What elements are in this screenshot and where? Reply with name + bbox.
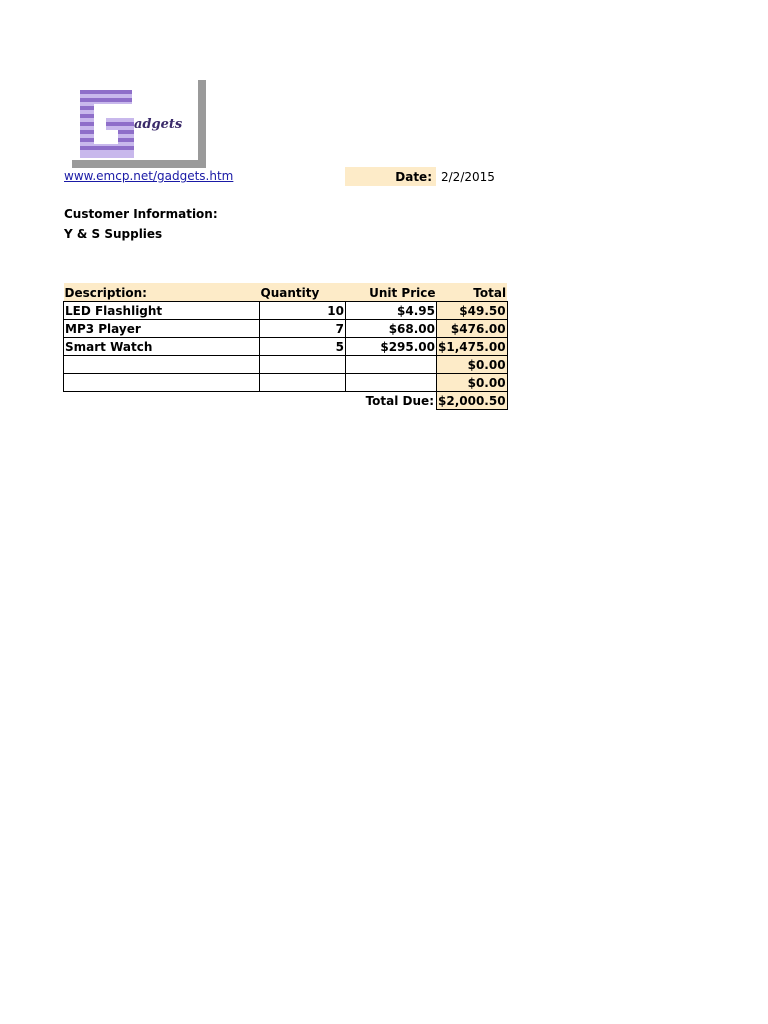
row-quantity[interactable]	[260, 374, 346, 392]
row-quantity[interactable]: 7	[260, 320, 346, 338]
column-header-description: Description:	[64, 284, 260, 302]
row-quantity[interactable]: 10	[260, 302, 346, 320]
invoice-table	[63, 283, 508, 410]
table-row	[64, 338, 508, 356]
gadgets-logo-image	[72, 80, 206, 168]
customer-info-label: Customer Information:	[64, 207, 218, 221]
row-description[interactable]: Smart Watch	[64, 338, 260, 356]
total-due-label: Total Due:	[365, 393, 434, 408]
row-description[interactable]	[64, 374, 260, 392]
row-total[interactable]: $476.00	[437, 320, 508, 338]
row-quantity[interactable]	[260, 356, 346, 374]
row-total[interactable]: $0.00	[437, 374, 508, 392]
row-unit-price[interactable]: $295.00	[346, 338, 437, 356]
row-unit-price[interactable]	[346, 374, 437, 392]
gadgets-logo	[72, 80, 206, 168]
column-header-total: Total	[437, 284, 508, 302]
row-total[interactable]: $1,475.00	[438, 339, 506, 354]
blank-cell	[64, 392, 260, 410]
table-row	[64, 374, 508, 392]
row-total[interactable]: $49.50	[437, 302, 508, 320]
customer-name: Y & S Supplies	[64, 227, 163, 241]
date-label: Date:	[345, 167, 436, 186]
total-due-value[interactable]: $2,000.50	[438, 393, 506, 408]
invoice-header-row	[64, 284, 508, 302]
row-unit-price[interactable]: $4.95	[346, 302, 437, 320]
row-unit-price[interactable]: $68.00	[346, 320, 437, 338]
column-header-unit-price: Unit Price	[346, 284, 437, 302]
blank-cell	[260, 392, 346, 410]
row-description[interactable]	[64, 356, 260, 374]
total-due-row	[64, 392, 508, 410]
date-block	[345, 167, 495, 186]
table-row	[64, 320, 508, 338]
row-unit-price[interactable]	[346, 356, 437, 374]
row-total[interactable]: $0.00	[437, 356, 508, 374]
table-row	[64, 302, 508, 320]
row-description[interactable]: LED Flashlight	[64, 302, 260, 320]
row-quantity[interactable]: 5	[260, 338, 346, 356]
column-header-quantity: Quantity	[260, 284, 346, 302]
logo-wordmark: adgets	[134, 117, 183, 132]
table-row	[64, 356, 508, 374]
website-link[interactable]: www.emcp.net/gadgets.htm	[64, 169, 234, 183]
row-description[interactable]: MP3 Player	[64, 320, 260, 338]
date-value: 2/2/2015	[441, 169, 495, 184]
